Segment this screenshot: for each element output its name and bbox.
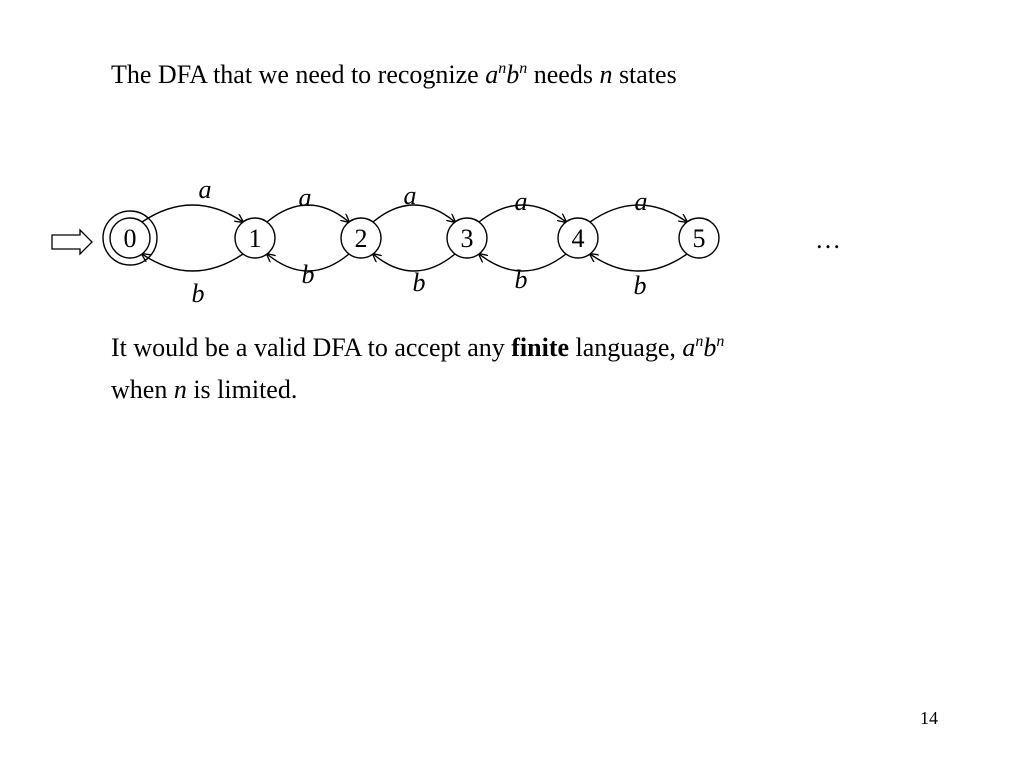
title-base-b: b xyxy=(506,60,520,89)
body-sup-a: n xyxy=(695,333,704,350)
label-a-2: a xyxy=(403,181,417,210)
body-prefix: It would be a valid DFA to accept any xyxy=(111,333,512,362)
label-b-4: b xyxy=(633,271,647,300)
state-3 xyxy=(447,218,487,258)
label-b-0: b xyxy=(191,279,205,308)
title-var-n: n xyxy=(599,60,613,89)
title-middle: needs xyxy=(527,60,600,89)
page-number: 14 xyxy=(920,708,938,728)
body-base-b: b xyxy=(703,333,717,362)
state-0 xyxy=(103,211,157,265)
body-bold-word: finite xyxy=(511,333,570,362)
state-label-3: 3 xyxy=(460,224,474,253)
state-1 xyxy=(235,218,275,258)
body-line2-suffix: is limited. xyxy=(186,375,298,404)
state-label-2: 2 xyxy=(354,224,368,253)
label-a-1: a xyxy=(298,183,312,212)
body-middle: language, xyxy=(569,333,683,362)
edge-a-0-1 xyxy=(142,205,243,222)
label-b-3: b xyxy=(514,265,528,294)
label-a-3: a xyxy=(514,187,528,216)
body-line2-prefix: when xyxy=(111,375,174,404)
state-2 xyxy=(341,218,381,258)
body-var-n: n xyxy=(173,375,187,404)
body-line-1 xyxy=(111,335,724,361)
label-a-4: a xyxy=(634,187,648,216)
edge-b-5-4 xyxy=(590,254,687,271)
title-sup-a: n xyxy=(498,60,507,77)
state-5 xyxy=(679,218,719,258)
edge-b-1-0 xyxy=(142,254,243,271)
state-label-4: 4 xyxy=(571,224,585,253)
state-4 xyxy=(558,218,598,258)
start-arrow-icon xyxy=(52,230,92,254)
body-line-2 xyxy=(111,377,297,403)
state-label-5: 5 xyxy=(692,224,706,253)
state-label-1: 1 xyxy=(248,224,262,253)
title-sup-b: n xyxy=(519,60,528,77)
body-base-a: a xyxy=(682,333,696,362)
title-prefix: The DFA that we need to recognize xyxy=(111,60,486,89)
body-sup-b: n xyxy=(716,333,725,350)
label-b-2: b xyxy=(412,268,426,297)
title-suffix: states xyxy=(612,60,677,89)
label-b-1: b xyxy=(301,260,315,289)
label-a-0: a xyxy=(198,175,212,204)
state-label-0: 0 xyxy=(123,224,137,253)
title-base-a: a xyxy=(485,60,499,89)
ellipsis: … xyxy=(815,225,841,254)
